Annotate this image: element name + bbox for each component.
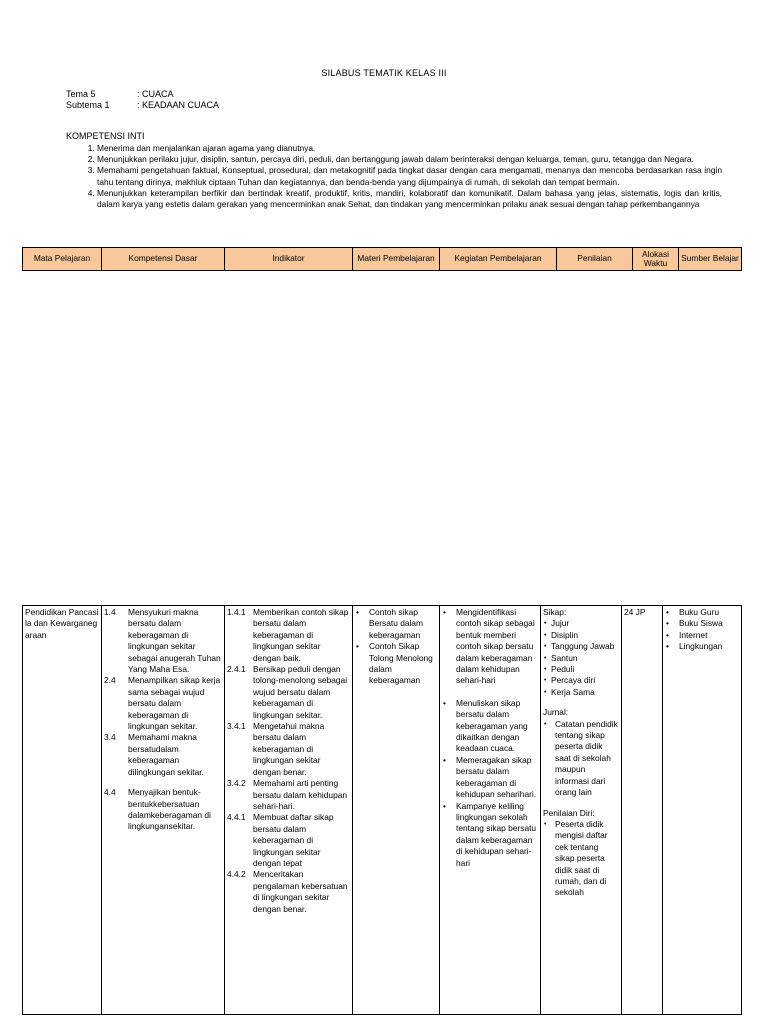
page-title: SILABUS TEMATIK KELAS III: [321, 68, 447, 78]
kd-item: 4.4 Menyajikan bentuk-bentukkebersatuan dalamkeberagaman di lingkungansekitar.: [104, 787, 211, 832]
kegiatan-list: [442, 607, 538, 869]
ki-item: 1. Menerima dan menjalankan ajaran agama yang dianutnya.: [97, 143, 722, 154]
header-sumber: Sumber Belajar: [679, 248, 742, 271]
mapel-text: Pendidikan Pancasila dan Kewarganegaraan: [25, 607, 99, 640]
header-materi: Materi Pembelajaran: [353, 248, 440, 271]
subtema-value: : KEADAAN CUACA: [137, 100, 220, 110]
kd-item: 2.4 Menampilkan sikap kerja sama sebagai wujud bersatu dalam keberagaman di lingkungan sekitar.: [104, 675, 221, 732]
kd-item: 1.4 Mensyukuri makna bersatu dalam keberagaman di lingkungan sekitar sebagai anugerah Tuhan Yang Maha Esa.: [104, 607, 221, 675]
indikator-item: 4.4.1 Membuat daftar sikap bersatu dalam keberagaman di lingkungan sekitar dengan tepat: [227, 812, 334, 868]
list-item: • Buku Guru: [665, 607, 739, 618]
sikap-title: Sikap:: [543, 607, 567, 617]
list-item: • Memeragakan sikap bersatu dalam keberagaman di kehidupan seharihari.: [442, 755, 538, 801]
list-item: • Mengidentifikasi contoh sikap sebagai bentuk memberi contoh sikap bersatu dalam keberagaman dalam kehidupan sehari-hari: [442, 607, 538, 687]
cell-materi: [353, 606, 440, 1015]
indikator-item: 2.4.1 Bersikap peduli dengan tolong-menolong sebagai wujud bersatu dalam keberagaman di lingkungan sekitar.: [227, 664, 348, 720]
cell-penilaian: [541, 606, 622, 1015]
ki-item: 2. Menunjukkan perilaku jujur, disiplin, santun, percaya diri, peduli, dan bertanggung jawab dalam berinteraksi dengan keluarga, teman, guru, tetangga dan Negara.: [97, 154, 722, 165]
list-item: • Peserta didik mengisi daftar cek tentang sikap peserta didik saat di rumah, dan di sekolah: [543, 819, 619, 899]
penilaian-diri-title: Penilaian Diri:: [543, 807, 595, 818]
list-item: • Percaya diri: [543, 675, 619, 686]
kompetensi-inti-list: [80, 143, 722, 210]
list-item: • Menuliskan sikap bersatu dalam keberagaman yang dikaitkan dengan keadaan cuaca.: [442, 698, 538, 755]
cell-mapel: [23, 606, 102, 1015]
header-indikator: Indikator: [225, 248, 353, 271]
penilaian-diri-list: [543, 819, 619, 899]
list-item: • Disiplin: [543, 630, 619, 641]
tema-value: : CUACA: [137, 89, 174, 99]
list-item: • Kerja Sama: [543, 687, 619, 698]
table-row: [23, 606, 742, 1015]
ki-item: 4. Menunjukkan keterampilan berfikir dan bertindak kreatif, produktif, kritis, mandiri, kolaboratif dan komunikatif. Dalam bahasa yang jelas, sistematis, logis dan kritis, dalam karya yang estetis dalam gerakan yang mencerminkan anak Sehat, dan tindakan yang mencerminkan prilaku anak sesuai dengan tahap perkembangannya: [97, 188, 722, 210]
header-penilaian: Penilaian: [557, 248, 633, 271]
alokasi-value: 24 JP: [624, 607, 646, 617]
list-item: • Buku Siswa: [665, 618, 739, 629]
indikator-item: 3.4.1 Mengetahui makna bersatu dalam keberagaman di lingkungan sekitar dengan benar.: [227, 721, 325, 777]
jurnal-title: Jurnal:: [543, 707, 569, 718]
jurnal-list: [543, 719, 619, 799]
kd-item: 3.4 Memahami makna bersatudalam keberagaman dilingkungan sekitar.: [104, 732, 204, 777]
subtema-label: Subtema 1: [66, 100, 110, 110]
list-item: • Peduli: [543, 664, 619, 675]
sikap-list: [543, 618, 619, 698]
cell-kd: [102, 606, 225, 1015]
header-kd: Kompetensi Dasar: [102, 248, 225, 271]
cell-sumber: [663, 606, 742, 1015]
list-item: • Contoh Sikap Tolong Menolong dalam keberagaman: [355, 641, 437, 687]
cell-indikator: [225, 606, 353, 1015]
cell-kegiatan: [440, 606, 541, 1015]
list-item: • Tanggung Jawab: [543, 641, 619, 652]
list-item: • Internet: [665, 630, 739, 641]
syllabus-body-table: [22, 605, 742, 1015]
list-item: • Jujur: [543, 618, 619, 629]
cell-alokasi: [622, 606, 663, 1015]
list-item: • Santun: [543, 653, 619, 664]
tema-label: Tema 5: [66, 89, 96, 99]
ki-item: 3. Memahami pengetahuan faktual, Konseptual, prosedural, dan metakognitif pada tingkat dasar dengan cara mengamati, menanya dan mencoba berdasarkan rasa ingin tahu tentang dirinya, makhluk ciptaan Tuhan dan kegiatannya, dan benda-benda yang dijumpainya di rumah, di sekolah dan tempat bermain.: [97, 165, 722, 187]
list-item: • Contoh sikap Bersatu dalam keberagaman: [355, 607, 437, 641]
indikator-item: 3.4.2 Memahami arti penting bersatu dalam kehidupan sehari-hari.: [227, 778, 348, 811]
sumber-list: [665, 607, 739, 653]
syllabus-header-table: [22, 247, 742, 271]
materi-list: [355, 607, 437, 687]
header-mapel: Mata Pelajaran: [23, 248, 102, 271]
kompetensi-inti-heading: KOMPETENSI INTI: [66, 131, 145, 141]
list-item: • Catatan pendidik tentang sikap peserta didik saat di sekolah maupun informasi dari orang lain: [543, 719, 619, 799]
header-alokasi: Alokasi Waktu: [633, 248, 679, 271]
list-item: • Lingkungan: [665, 641, 739, 652]
header-kegiatan: Kegiatan Pembelajaran: [440, 248, 557, 271]
list-item: • Kampanye keliling lingkungan sekolah tentang sikap bersatu dalam keberagaman di kehidupan sehari-hari: [442, 801, 538, 869]
indikator-item: 1.4.1 Memberikan contoh sikap bersatu dalam keberagaman di lingkungan sekitar dengan baik.: [227, 607, 349, 663]
indikator-item: 4.4.2 Menceritakan pengalaman kebersatuan di lingkungan sekitar dengan benar.: [227, 869, 348, 914]
